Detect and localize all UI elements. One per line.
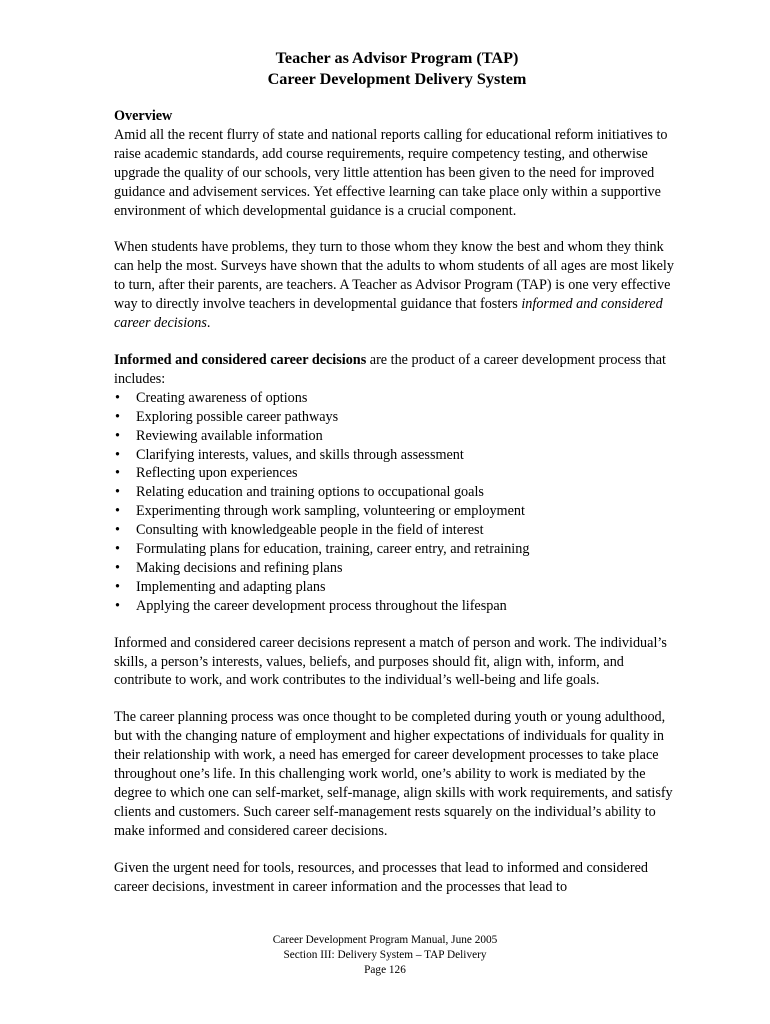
list-item: • Clarifying interests, values, and skills through assessment <box>114 446 680 465</box>
overview-paragraph-1: Amid all the recent flurry of state and national reports calling for educational reform initiatives to raise academic standards, add course requirements, require competency testing, and otherwise upgrade the quality of our schools, very little attention has been given to the need for improved guidance and advisement services. Yet effective learning can take place only within a supportive environment of which developmental guidance is a crucial component. <box>114 126 668 219</box>
footer-section-line: Section III: Delivery System – TAP Delivery <box>283 949 487 962</box>
process-lead-bold: Informed and considered career decisions <box>114 351 367 368</box>
overview-heading: Overview <box>114 108 173 124</box>
list-item: • Consulting with knowledgeable people in the field of interest <box>114 521 680 540</box>
list-item: • Creating awareness of options <box>114 389 680 408</box>
process-lead-rest: are the product of a career development process that includes: <box>114 351 666 387</box>
paragraph-2-italic: informed and considered career decisions <box>114 296 663 332</box>
list-item: • Making decisions and refining plans <box>114 559 680 578</box>
footer-manual-line: Career Development Program Manual, June 2005 <box>272 934 498 946</box>
body-paragraph-4: The career planning process was once thought to be completed during youth or young adulthood, but with the changing nature of employment and higher expectations of individuals for quality in their relationship with work, a need has emerged for career development processes to take place throughout one’s life. In this challenging work world, one’s ability to work is mediated by the degree to which one can self-market, self-manage, align skills with work requirements, and satisfy clients and customers. Such career self-management rests squarely on the individual’s ability to make informed and considered career decisions. <box>114 709 673 839</box>
footer-page-number: Page 126 <box>364 964 406 977</box>
list-item: • Exploring possible career pathways <box>114 408 680 427</box>
process-lead-paragraph <box>114 351 680 389</box>
document-title <box>114 48 680 90</box>
title-line-2: Career Development Delivery System <box>267 70 527 88</box>
list-item: • Experimenting through work sampling, volunteering or employment <box>114 502 680 521</box>
body-paragraph-3: Informed and considered career decisions represent a match of person and work. The individual’s skills, a person’s interests, values, beliefs, and purposes should fit, align with, inform, and contribute to work, and work contributes to the individual’s well-being and life goals. <box>114 634 667 689</box>
list-item: • Implementing and adapting plans <box>114 578 680 597</box>
paragraph-2-text: When students have problems, they turn to those whom they know the best and whom they think can help the most. Surveys have shown that the adults to whom students of all ages are most likely to turn, after their parents, are teachers. A Teacher as Advisor Program (TAP) is one very effective way to directly involve teachers in developmental guidance that fosters <box>114 239 674 313</box>
page-content <box>114 48 680 897</box>
list-item: • Applying the career development process throughout the lifespan <box>114 597 680 616</box>
list-item: • Formulating plans for education, training, career entry, and retraining <box>114 540 680 559</box>
list-item: • Relating education and training options to occupational goals <box>114 483 680 502</box>
title-line-1: Teacher as Advisor Program (TAP) <box>275 49 519 67</box>
body-paragraph-5: Given the urgent need for tools, resources, and processes that lead to informed and considered career decisions, investment in career information and the processes that lead to <box>114 859 648 895</box>
list-item: • Reflecting upon experiences <box>114 464 680 483</box>
process-bullet-list <box>114 389 680 616</box>
list-item: • Reviewing available information <box>114 427 680 446</box>
page-footer <box>0 933 770 979</box>
overview-paragraph-2 <box>114 238 680 333</box>
paragraph-2-end: . <box>206 315 211 332</box>
